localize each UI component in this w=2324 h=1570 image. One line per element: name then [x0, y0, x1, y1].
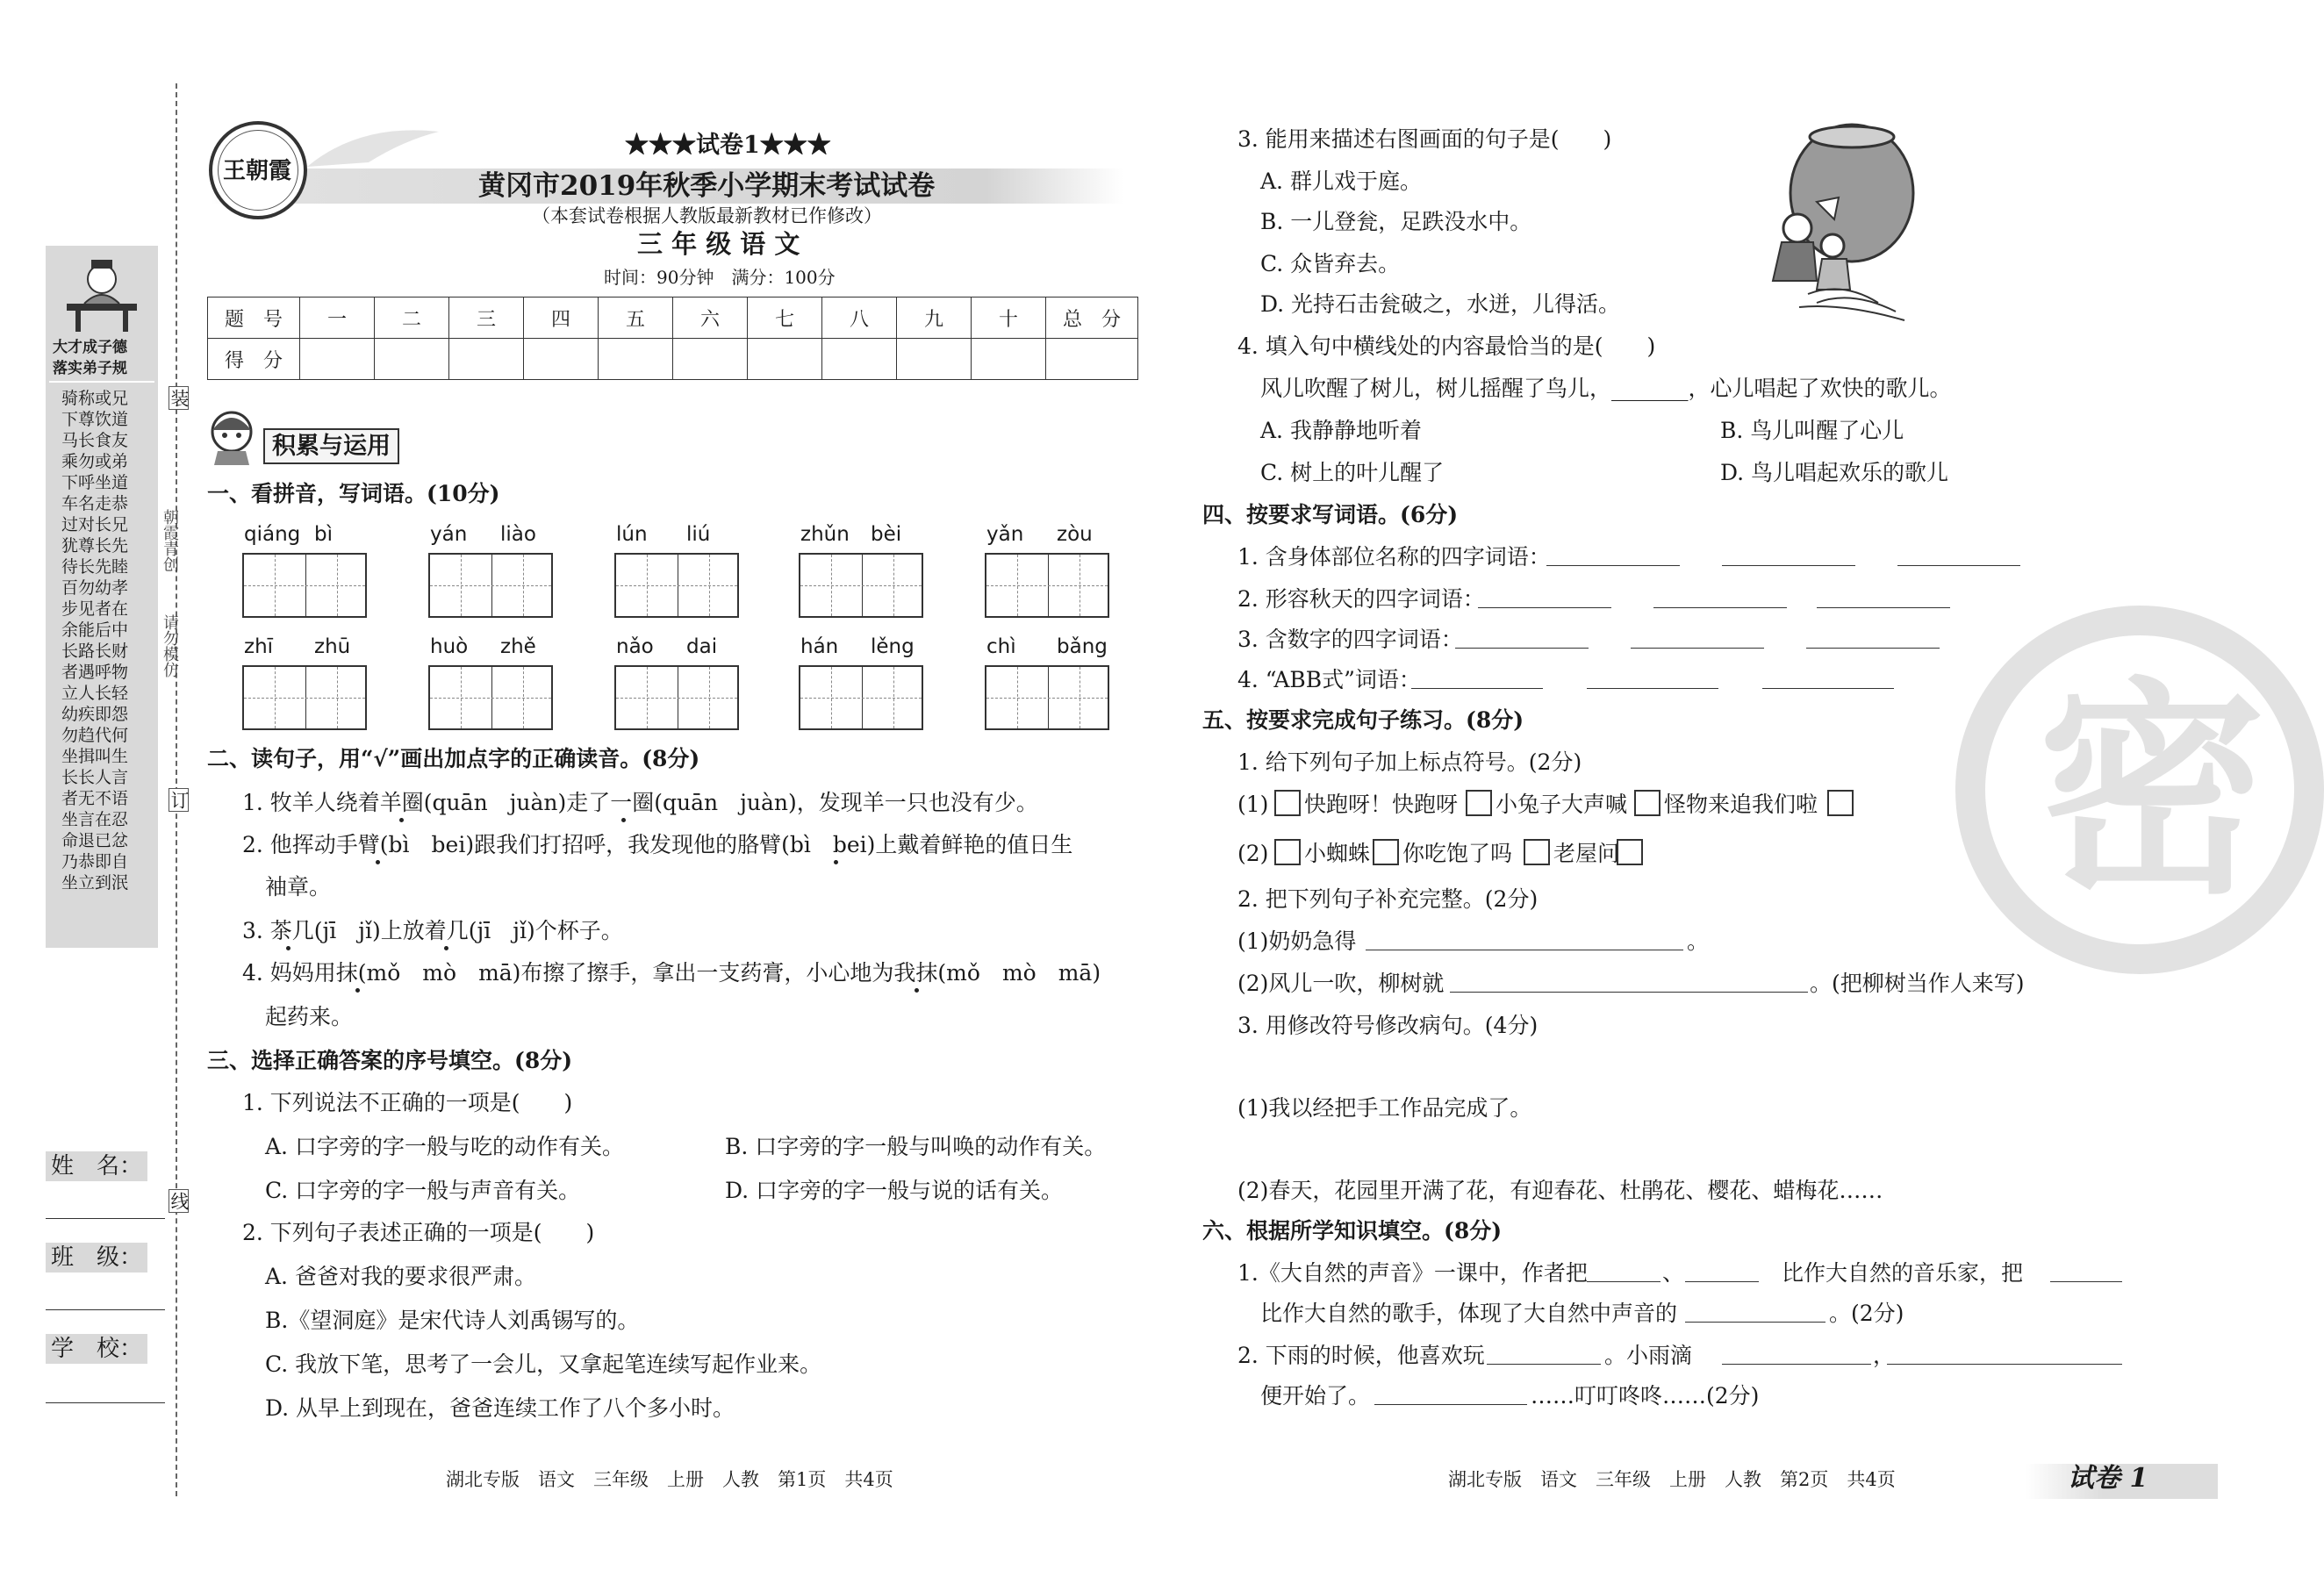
writing-grid[interactable]: [242, 665, 367, 730]
writing-grid[interactable]: [428, 553, 553, 618]
s3-q4c: C. 树上的叶儿醒了: [1260, 460, 1445, 485]
answer-blank[interactable]: [1587, 1281, 1661, 1282]
emphasis-dot: [444, 946, 448, 950]
sidebar-panel: [46, 246, 158, 948]
punctuation-box[interactable]: [1634, 790, 1661, 816]
table-cell: 十: [972, 298, 1046, 339]
pinyin-syllable: zhǔn: [800, 523, 850, 546]
s5-s1-part3: 怪物来追我们啦: [1664, 792, 1818, 817]
exam-note: （本套试卷根据人教版最新教材已作修改）: [532, 205, 882, 226]
s6-q1d: 比作大自然的歌手，体现了大自然中声音的: [1260, 1301, 1678, 1326]
s3-q1d: D. 口字旁的字一般与说的话有关。: [725, 1178, 1064, 1203]
writing-grid[interactable]: [985, 553, 1109, 618]
section5-title: 五、按要求完成句子练习。(8分): [1202, 707, 1524, 733]
secret-stamp: [1955, 606, 2324, 974]
s6-q2e: ……叮叮咚咚……(2分): [1531, 1383, 1760, 1409]
s3-q1a: A. 口字旁的字一般与吃的动作有关。: [265, 1134, 624, 1159]
s5-s2-part1: 小蜘蛛: [1304, 841, 1371, 866]
footer-tag: 试卷 1: [2068, 1463, 2148, 1494]
answer-blank[interactable]: [1722, 565, 1855, 566]
verse-block: 骑称或兄 下尊饮道 马长食友 乘勿或弟 下呼坐道 车名走恭 过对长兄 犹尊长先 待长先睦 百勿幼孝 步见者在 余能后中 长路长财 者遇呼物 立人长轻 幼疾即怨 勿趋代何 坐揖叫生 长长人言 者无不语 坐言在忍 命退已忿 乃恭即自 坐立到泯: [61, 389, 129, 893]
punctuation-box[interactable]: [1274, 839, 1301, 865]
pinyin-syllable: bèi: [871, 523, 902, 546]
s3-q3: 3. 能用来描述右图画面的句子是( ): [1237, 126, 1612, 152]
score-cell[interactable]: [673, 339, 748, 380]
s3-q2b: B.《望洞庭》是宋代诗人刘禹锡写的。: [265, 1308, 640, 1333]
s3-q4d: D. 鸟儿唱起欢乐的歌儿: [1720, 460, 1949, 485]
score-table: [207, 297, 1138, 380]
s3-q3c: C. 众皆弃去。: [1260, 251, 1401, 276]
answer-blank[interactable]: [1478, 607, 1611, 608]
answer-blank[interactable]: [1887, 1364, 2122, 1365]
answer-blank[interactable]: [1722, 1364, 1871, 1365]
s6-q2b: 。小雨滴: [1604, 1343, 1693, 1368]
score-cell[interactable]: [972, 339, 1046, 380]
s5-q2b-end: 。(把柳树当作人来写): [1810, 971, 2025, 996]
motto-1: 大才成子德: [53, 339, 127, 356]
exam-subject: 三 年 级 语 文: [637, 229, 800, 259]
section1-title: 一、看拼音，写词语。(10分): [207, 481, 500, 506]
s5-q3b: (2)春天，花园里开满了花，有迎春花、杜鹃花、樱花、蜡梅花……: [1237, 1178, 1883, 1203]
score-cell[interactable]: [748, 339, 822, 380]
sima-guang-illustration: [1755, 114, 1931, 325]
punctuation-box[interactable]: [1466, 790, 1492, 816]
secret-stamp-char: 密: [2038, 657, 2266, 925]
s6-q2a: 2. 下雨的时候，他喜欢玩: [1237, 1343, 1485, 1368]
table-cell: 题 号: [208, 298, 300, 339]
answer-blank[interactable]: [1487, 1364, 1601, 1365]
writing-grid[interactable]: [614, 665, 739, 730]
emphasis-dot: [286, 946, 290, 950]
writing-grid[interactable]: [242, 553, 367, 618]
exam-time: 时间：90分钟 满分：100分: [604, 267, 836, 288]
table-cell: 总 分: [1046, 298, 1138, 339]
school-field[interactable]: [46, 1402, 165, 1403]
pinyin-syllable: liào: [500, 523, 536, 546]
emphasis-dot: [399, 818, 404, 822]
pinyin-syllable: zhū: [314, 635, 351, 658]
s3-q1: 1. 下列说法不正确的一项是( ): [242, 1090, 573, 1115]
writing-grid[interactable]: [614, 553, 739, 618]
answer-blank[interactable]: [1685, 1322, 1825, 1323]
s2-q2b: 袖章。: [265, 874, 332, 900]
pinyin-syllable: yán: [430, 523, 468, 546]
name-field[interactable]: [46, 1218, 165, 1219]
pinyin-syllable: zòu: [1057, 523, 1093, 546]
s6-q1b: 、: [1662, 1260, 1685, 1286]
writing-grid[interactable]: [799, 553, 923, 618]
s3-q3d: D. 光持石击瓮破之，水迸，儿得活。: [1260, 291, 1621, 317]
s3-q2d: D. 从早上到现在，爸爸连续工作了八个多小时。: [265, 1395, 735, 1421]
emphasis-dot: [621, 818, 626, 822]
s5-s1-part2: 小兔子大声喊: [1496, 792, 1628, 817]
pinyin-syllable: zhī: [244, 635, 274, 658]
table-cell: 九: [897, 298, 972, 339]
cut-mark-3: 线: [169, 1189, 189, 1213]
ribbon-decoration: [307, 114, 448, 176]
girl-icon: [205, 405, 258, 467]
answer-blank[interactable]: [1817, 607, 1950, 608]
brand-logo: [209, 121, 307, 219]
emphasis-dot: [355, 988, 360, 993]
s5-q2a: (1)奶奶急得: [1237, 928, 1357, 954]
table-cell: 二: [375, 298, 449, 339]
pinyin-syllable: bì: [314, 523, 333, 546]
s6-q1a: 1.《大自然的声音》一课中，作者把: [1237, 1260, 1588, 1286]
score-cell[interactable]: [375, 339, 449, 380]
motto-2: 落实弟子规: [53, 360, 127, 377]
punctuation-box[interactable]: [1373, 839, 1399, 865]
exam-title: 黄冈市2019年秋季小学期末考试试卷: [478, 170, 936, 202]
logo-text: 王朝霞: [223, 158, 292, 184]
pinyin-syllable: dai: [686, 635, 718, 658]
s2-q3: 3. 茶几(jī jǐ)上放着几(jī jǐ)个杯子。: [242, 918, 623, 943]
score-cell[interactable]: [300, 339, 375, 380]
cut-mark-2: 订: [169, 788, 189, 812]
table-cell: 得 分: [208, 339, 300, 380]
answer-blank[interactable]: [2050, 1281, 2122, 1282]
cut-mark-1: 装: [169, 386, 189, 410]
s6-q1c: 比作大自然的音乐家，把: [1782, 1260, 2024, 1286]
answer-blank[interactable]: [1411, 688, 1543, 689]
table-cell: 七: [748, 298, 822, 339]
s2-q4b: 起药来。: [265, 1004, 354, 1029]
punctuation-box[interactable]: [1524, 839, 1550, 865]
s5-q2: 2. 把下列句子补充完整。(2分): [1237, 886, 1539, 912]
s4-q3: 3. 含数字的四字词语：: [1237, 627, 1463, 652]
score-cell[interactable]: [1046, 339, 1138, 380]
s6-q1e: 。(2分): [1829, 1301, 1904, 1326]
s5-q2b: (2)风儿一吹，柳树就: [1237, 971, 1445, 996]
emphasis-dot: [834, 860, 838, 864]
emphasis-dot: [376, 860, 380, 864]
s5-q1: 1. 给下列句子加上标点符号。(2分): [1237, 749, 1582, 775]
answer-blank[interactable]: [1685, 1281, 1759, 1282]
writing-grid[interactable]: [799, 665, 923, 730]
pinyin-syllable: zhě: [500, 635, 536, 658]
score-cell[interactable]: [449, 339, 524, 380]
s3-q4b: B. 鸟儿叫醒了心儿: [1720, 418, 1904, 443]
s2-q4a: 4. 妈妈用抹(mǒ mò mā)布擦了擦手，拿出一支药膏，小心地为我抹(mǒ mò mā): [242, 960, 1101, 986]
pinyin-syllable: lěng: [871, 635, 915, 658]
s6-q2d: 便开始了。: [1260, 1383, 1371, 1409]
pinyin-syllable: hán: [800, 635, 839, 658]
answer-blank[interactable]: [1762, 688, 1894, 689]
table-cell: 三: [449, 298, 524, 339]
punctuation-box[interactable]: [1827, 790, 1854, 816]
series-label: ★★★试卷1★★★: [625, 132, 831, 159]
answer-blank[interactable]: [1631, 648, 1764, 649]
answer-blank[interactable]: [1587, 688, 1718, 689]
s6-q2c: ，: [1873, 1343, 1896, 1368]
s3-q3b: B. 一儿登瓮，足跌没水中。: [1260, 209, 1532, 234]
punctuation-box[interactable]: [1617, 839, 1643, 865]
s3-q2c: C. 我放下笔，思考了一会儿，又拿起笔连续写起作业来。: [265, 1351, 822, 1377]
section6-title: 六、根据所学知识填空。(8分): [1202, 1218, 1503, 1244]
name-label: 姓 名：: [46, 1151, 147, 1181]
s3-q4s: 风儿吹醒了树儿，树儿摇醒了鸟儿，_______，心儿唱起了欢快的歌儿。: [1260, 376, 1952, 401]
section-badge: 积累与运用: [263, 428, 399, 464]
s2-q1: 1. 牧羊人绕着羊圈(quān juàn)走了一圈(quān juàn)，发现羊一只也没有少。: [242, 790, 1038, 815]
answer-blank[interactable]: [1806, 648, 1940, 649]
table-cell: 五: [599, 298, 673, 339]
pinyin-syllable: liú: [686, 523, 711, 546]
answer-blank[interactable]: [1897, 565, 2020, 566]
pinyin-syllable: lún: [616, 523, 648, 546]
s3-q2: 2. 下列句子表述正确的一项是( ): [242, 1220, 595, 1245]
s5-q3: 3. 用修改符号修改病句。(4分): [1237, 1013, 1539, 1038]
s5-s1-label: (1): [1237, 792, 1269, 817]
school-label: 学 校：: [46, 1334, 147, 1364]
pinyin-syllable: yǎn: [986, 523, 1024, 546]
brand-vertical: 朝霞青创: [161, 509, 179, 572]
pinyin-syllable: huò: [430, 635, 469, 658]
seal-vertical: 请勿模仿: [161, 614, 179, 677]
s3-q4: 4. 填入句中横线处的内容最恰当的是( ): [1237, 333, 1656, 359]
answer-blank[interactable]: [1374, 1404, 1527, 1405]
score-cell[interactable]: [524, 339, 599, 380]
s4-q1: 1. 含身体部位名称的四字词语：: [1237, 544, 1551, 570]
table-cell: 四: [524, 298, 599, 339]
s3-q2a: A. 爸爸对我的要求很严肃。: [265, 1264, 536, 1289]
s5-s1-part1: 快跑呀！快跑呀: [1304, 792, 1459, 817]
answer-blank[interactable]: [1455, 648, 1589, 649]
s5-s2-part2: 你吃饱了吗: [1402, 841, 1513, 866]
class-field[interactable]: [46, 1309, 165, 1310]
s3-q1c: C. 口字旁的字一般与声音有关。: [265, 1178, 581, 1203]
s2-q2a: 2. 他挥动手臂(bì bei)跟我们打招呼，我发现他的胳臂(bì bei)上戴着鲜艳的值日生: [242, 832, 1073, 857]
section4-title: 四、按要求写词语。(6分): [1202, 502, 1459, 527]
s3-q1b: B. 口字旁的字一般与叫唤的动作有关。: [725, 1134, 1107, 1159]
s3-q4a: A. 我静静地听着: [1260, 418, 1422, 443]
scholar-illustration: [58, 251, 146, 339]
footer-right: 湖北专版 语文 三年级 上册 人教 第2页 共4页: [1448, 1469, 1896, 1490]
table-cell: 八: [822, 298, 897, 339]
s5-s2-label: (2): [1237, 841, 1269, 866]
s5-q3a: (1)我以经把手工作品完成了。: [1237, 1095, 1532, 1121]
answer-blank[interactable]: [1450, 992, 1808, 993]
s3-q3a: A. 群儿戏于庭。: [1260, 168, 1422, 194]
writing-grid[interactable]: [428, 665, 553, 730]
s4-q2: 2. 形容秋天的四字词语：: [1237, 586, 1485, 612]
s5-s2-part3: 老屋问: [1553, 841, 1620, 866]
pinyin-syllable: nǎo: [616, 635, 654, 658]
score-cell[interactable]: [822, 339, 897, 380]
score-cell[interactable]: [599, 339, 673, 380]
section2-title: 二、读句子，用“√”画出加点字的正确读音。(8分): [207, 746, 700, 771]
pinyin-syllable: qiáng: [244, 523, 301, 546]
s5-q2a-end: 。: [1687, 928, 1710, 954]
emphasis-dot: [915, 988, 919, 993]
section3-title: 三、选择正确答案的序号填空。(8分): [207, 1048, 573, 1073]
pinyin-syllable: bǎng: [1057, 635, 1108, 658]
punctuation-box[interactable]: [1274, 790, 1301, 816]
answer-blank[interactable]: [1546, 565, 1680, 566]
footer-left: 湖北专版 语文 三年级 上册 人教 第1页 共4页: [446, 1469, 893, 1490]
writing-grid[interactable]: [985, 665, 1109, 730]
score-cell[interactable]: [897, 339, 972, 380]
class-label: 班 级：: [46, 1243, 147, 1272]
table-cell: 六: [673, 298, 748, 339]
answer-blank[interactable]: [1653, 607, 1787, 608]
s4-q4: 4. “ABB式”词语：: [1237, 667, 1421, 692]
pinyin-syllable: chì: [986, 635, 1016, 658]
table-cell: 一: [300, 298, 375, 339]
